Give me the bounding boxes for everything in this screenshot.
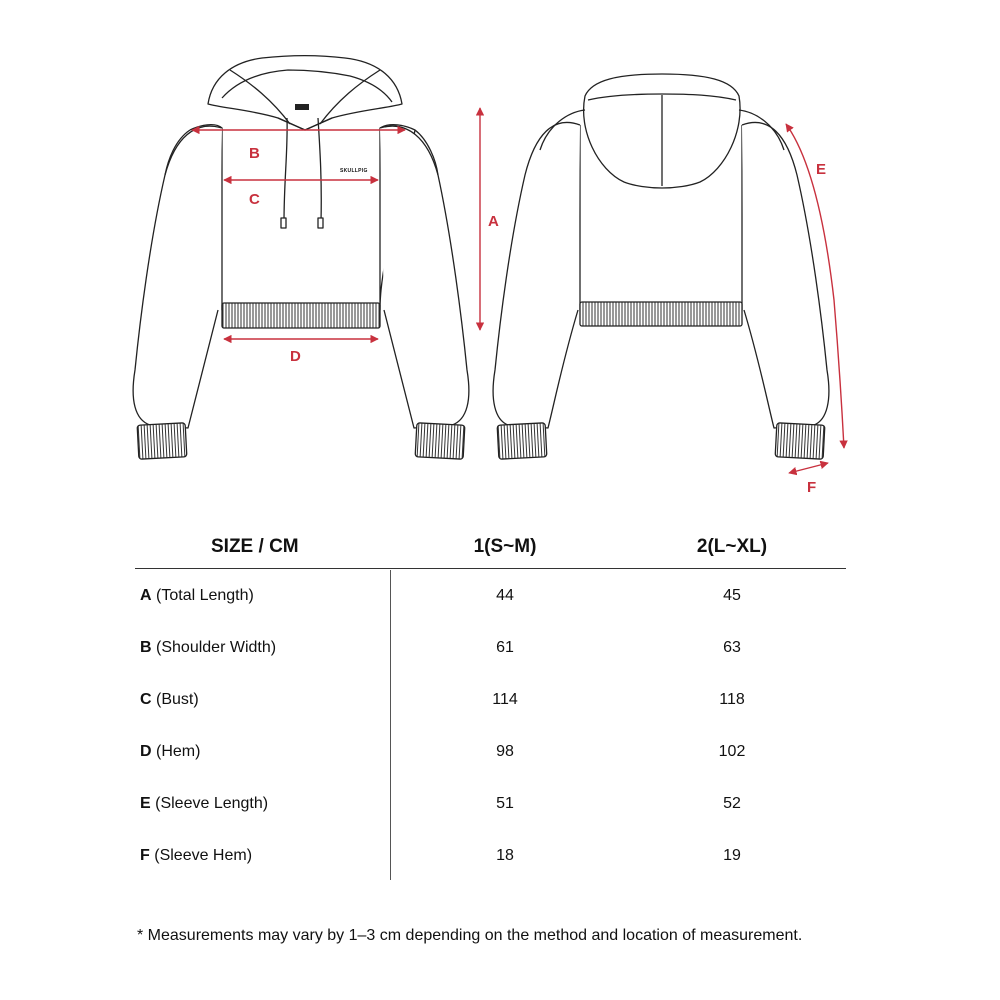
- measurement-disclaimer: * Measurements may vary by 1–3 cm depending on the method and location of measurement.: [137, 927, 803, 944]
- measure-code: E: [140, 795, 151, 812]
- table-row: [135, 675, 846, 727]
- value-size-2: 102: [718, 743, 746, 760]
- measure-code: C: [140, 691, 152, 708]
- measure-code: F: [140, 847, 150, 864]
- table-row: [135, 727, 846, 779]
- value-size-2: 52: [723, 795, 741, 812]
- table-row: [135, 831, 846, 883]
- row-label: [140, 847, 252, 865]
- measure-code: D: [140, 743, 152, 760]
- row-label: [140, 743, 200, 761]
- measure-name: (Sleeve Length): [155, 795, 269, 812]
- hoodie-back-view: [493, 74, 829, 459]
- sleeve-hem-arrow: [789, 463, 828, 473]
- label-d: D: [290, 348, 301, 365]
- value-size-1: 18: [496, 847, 514, 864]
- row-label: [140, 795, 268, 813]
- size-chart-table: [135, 530, 846, 883]
- header-size-2: 2(L~XL): [696, 536, 768, 557]
- value-size-1: 44: [496, 587, 514, 604]
- table-row: [135, 571, 846, 623]
- value-size-1: 98: [496, 743, 514, 760]
- header-size-1: 1(S~M): [473, 536, 537, 557]
- label-c: C: [249, 191, 260, 208]
- row-label: [140, 587, 254, 605]
- measure-name: (Hem): [156, 743, 201, 760]
- table-row: [135, 623, 846, 675]
- value-size-1: 51: [496, 795, 514, 812]
- hoodie-front-view: [133, 56, 469, 459]
- value-size-2: 45: [723, 587, 741, 604]
- row-label: [140, 639, 276, 657]
- value-size-1: 61: [496, 639, 514, 656]
- value-size-2: 63: [723, 639, 741, 656]
- label-f: F: [807, 479, 817, 496]
- table-row: [135, 779, 846, 831]
- measure-code: B: [140, 639, 152, 656]
- value-size-2: 19: [723, 847, 741, 864]
- table-header-row: [135, 530, 846, 569]
- row-label: [140, 691, 199, 709]
- measure-name: (Total Length): [156, 587, 254, 604]
- measure-code: A: [140, 587, 152, 604]
- value-size-1: 114: [492, 691, 518, 708]
- header-size-cm: SIZE / CM: [211, 536, 299, 557]
- measure-name: (Shoulder Width): [156, 639, 277, 656]
- label-e: E: [816, 161, 827, 178]
- label-b: B: [249, 145, 260, 162]
- measure-name: (Bust): [156, 691, 199, 708]
- value-size-2: 118: [719, 691, 745, 708]
- brand-print-text: SKULLPIG: [340, 168, 368, 174]
- label-a: A: [488, 213, 499, 230]
- measure-name: (Sleeve Hem): [154, 847, 253, 864]
